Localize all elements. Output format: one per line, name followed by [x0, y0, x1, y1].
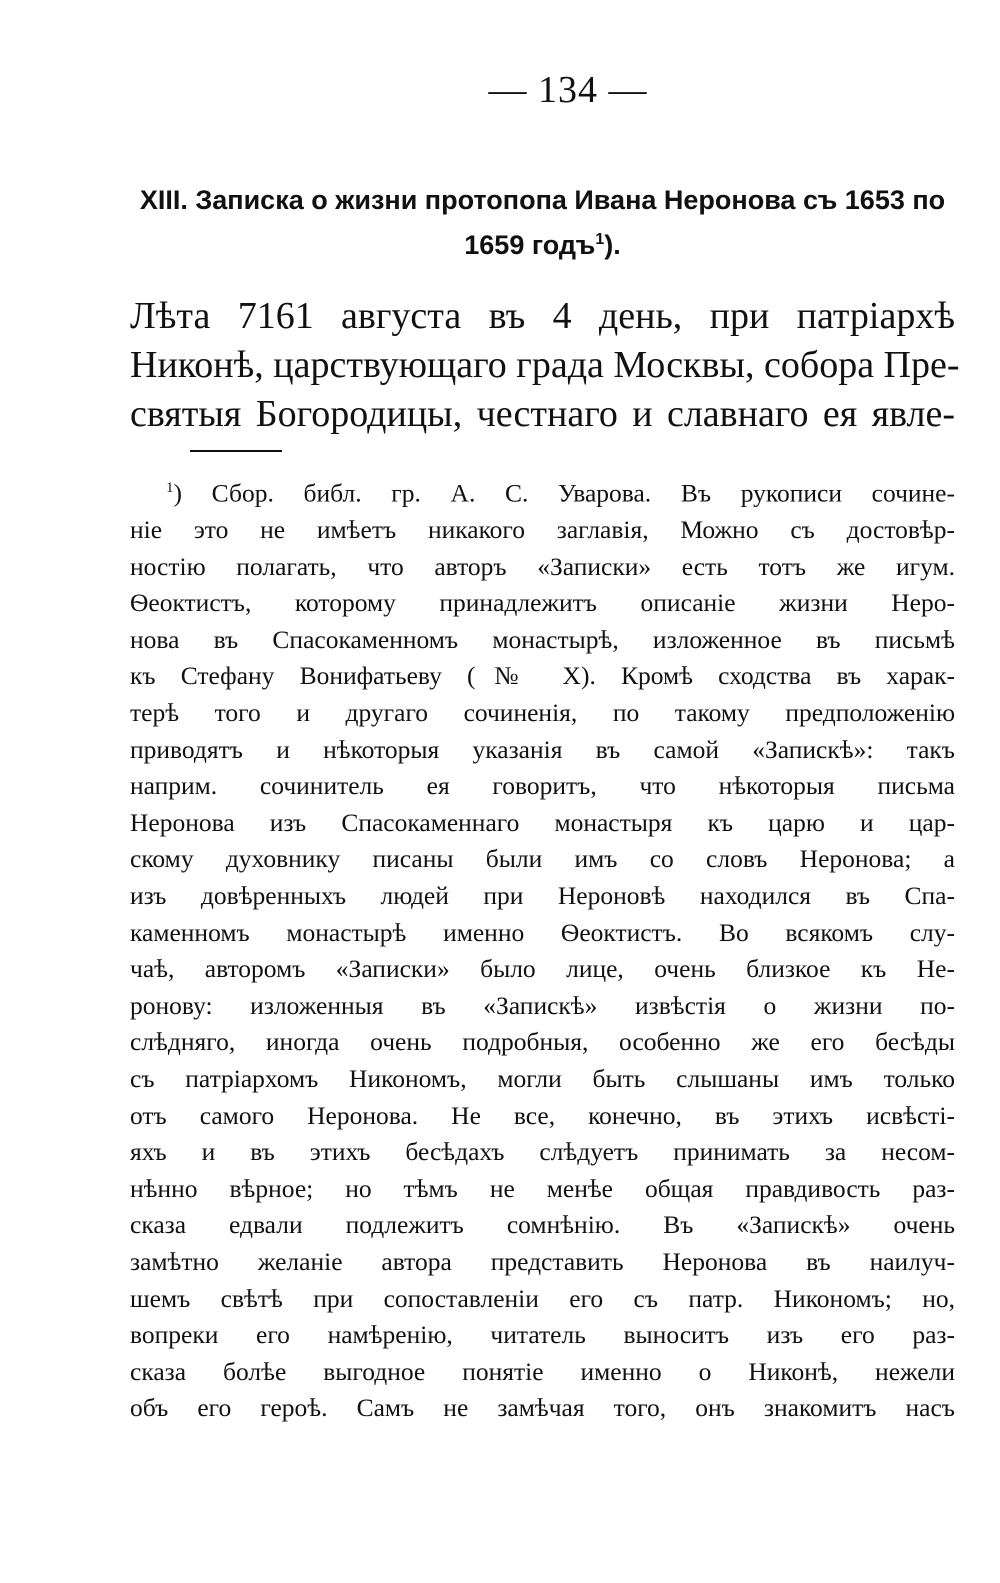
- footnote-line: терѣ того и другаго сочиненія, по такому предположенію: [130, 698, 955, 728]
- footnote-line: къ Стефану Вонифатьеву (№ X). Кромѣ сходства въ харак-: [130, 661, 955, 691]
- footnote-reference-mark: 1: [595, 231, 605, 248]
- chapter-heading-line-1: XIII. Записка о жизни протопопа Ивана Неронова съ 1653 по: [139, 185, 946, 215]
- footnote-line: сказа болѣе выгодное понятіе именно о Никонѣ, нежели: [130, 1356, 955, 1386]
- main-text-line: Лѣта 7161 августа въ 4 день, при патріархѣ: [130, 295, 955, 337]
- main-text-line: Никонѣ, царствующаго града Москвы, собора Пре-: [130, 344, 960, 386]
- footnote-line: отъ самого Неронова. Не все, конечно, въ этихъ исвѣсті-: [130, 1100, 955, 1130]
- footnote-line: нова въ Спасокаменномъ монастырѣ, изложенное въ письмѣ: [130, 624, 955, 654]
- footnote-divider: [190, 450, 282, 452]
- footnote-number: 1: [166, 480, 174, 496]
- main-text: [130, 292, 960, 439]
- page-number: — 134 —: [488, 69, 648, 111]
- footnote-line: каменномъ монастырѣ именно Ѳеоктистъ. Во всякомъ слу-: [130, 917, 955, 947]
- footnote-line: сказа едвали подлежитъ сомнѣнію. Въ «Запискѣ» очень: [130, 1210, 955, 1240]
- footnote-line: ностію полагать, что авторъ «Записки» есть тотъ же игум.: [130, 551, 955, 581]
- footnote-line: наприм. сочинитель ея говоритъ, что нѣкоторыя письма: [130, 771, 955, 801]
- footnote-line: [130, 470, 955, 512]
- footnote-line: вопреки его намѣренію, читатель выноситъ изъ его раз-: [130, 1320, 955, 1350]
- footnote-line: ронову: изложенныя въ «Запискѣ» извѣстія о жизни по-: [130, 990, 955, 1020]
- footnote-line: яхъ и въ этихъ бесѣдахъ слѣдуетъ принимать за несом-: [130, 1137, 955, 1167]
- footnote-line: съ патріархомъ Никономъ, могли быть слышаны имъ только: [130, 1064, 955, 1093]
- footnote-line: Неронова изъ Спасокаменнаго монастыря къ царю и цар-: [130, 807, 955, 837]
- chapter-heading-closing: ).: [604, 230, 621, 260]
- footnote-line: Ѳеоктистъ, которому принадлежитъ описаніе жизни Неро-: [130, 588, 955, 618]
- footnote-line: замѣтно желаніе автора представить Неронова въ наилуч-: [130, 1246, 955, 1276]
- footnote-line: объ его героѣ. Самъ не замѣчая того, онъ знакомитъ насъ: [130, 1393, 955, 1423]
- footnote-line: шемъ свѣтѣ при сопоставленіи его съ патр. Никономъ; но,: [130, 1283, 955, 1313]
- footnote-line: нѣнно вѣрное; но тѣмъ не менѣе общая правдивость раз-: [130, 1173, 955, 1203]
- footnote-line: слѣдняго, иногда очень подробныя, особенно же его бесѣды: [130, 1027, 955, 1057]
- footnote-line: скому духовнику писаны были имъ со словъ Неронова; а: [130, 844, 955, 874]
- footnote-line: изъ довѣренныхъ людей при Нероновѣ находился въ Спа-: [130, 881, 955, 911]
- footnote: [130, 470, 955, 1427]
- chapter-heading-line-2: 1659 годъ: [464, 230, 596, 260]
- chapter-heading: [130, 180, 955, 265]
- footnote-line: приводятъ и нѣкоторыя указанія въ самой «Запискѣ»: такъ: [130, 734, 955, 764]
- footnote-first-line-text: ) Сбор. библ. гр. А. С. Уварова. Въ рукописи сочине-: [173, 478, 955, 508]
- main-text-line: святыя Богородицы, честнаго и славнаго ея явле-: [130, 393, 955, 435]
- footnote-line: чаѣ, авторомъ «Записки» было лице, очень близкое къ Не-: [130, 954, 955, 984]
- footnote-line: ніе это не имѣетъ никакого заглавія, Можно съ достовѣр-: [130, 515, 955, 545]
